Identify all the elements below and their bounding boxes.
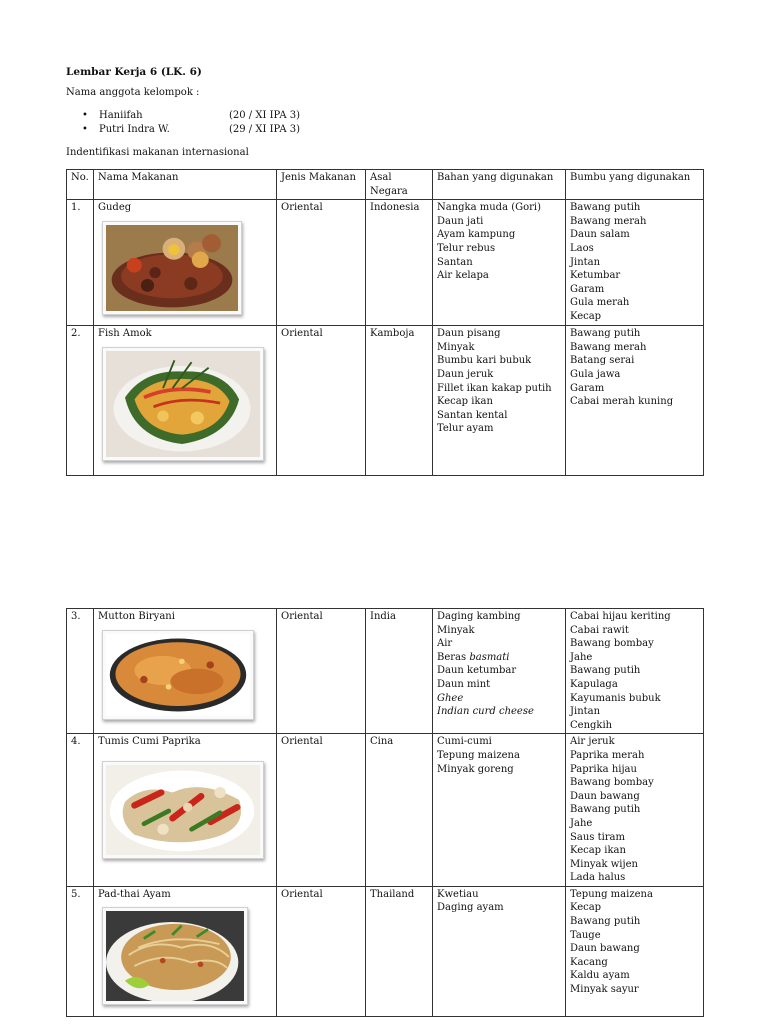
list-item: Lada halus bbox=[570, 872, 626, 884]
list-item: Gula merah bbox=[570, 297, 630, 309]
member-name: Putri Indra W. bbox=[99, 124, 170, 135]
list-item: Air jeruk bbox=[570, 736, 615, 748]
list-item: Tepung maizena bbox=[437, 749, 520, 761]
list-item: Daun jeruk bbox=[437, 368, 494, 380]
list-item: Kecap ikan bbox=[570, 845, 626, 857]
list-item: Daun mint bbox=[437, 678, 491, 690]
list-item: Jintan bbox=[570, 706, 601, 718]
list-item: Daun ketumbar bbox=[437, 665, 517, 677]
member-name: Haniifah bbox=[99, 110, 143, 121]
row-name-cell bbox=[94, 886, 277, 1016]
list-item: Daun bawang bbox=[570, 943, 640, 955]
list-item: Kecap bbox=[570, 902, 602, 914]
list-item: Kecap bbox=[570, 310, 602, 322]
list-item: Batang serai bbox=[570, 355, 635, 367]
list-item: Daun salam bbox=[570, 229, 630, 241]
row-no: 2. bbox=[67, 326, 94, 476]
list-item: Minyak wijen bbox=[570, 858, 638, 870]
tumis-cumi-photo bbox=[102, 761, 264, 859]
row-origin: India bbox=[366, 609, 433, 734]
list-item: Bawang putih bbox=[570, 804, 641, 816]
list-item: Laos bbox=[570, 242, 594, 254]
header-name: Nama Makanan bbox=[94, 170, 277, 200]
list-item: Saus tiram bbox=[570, 831, 626, 843]
list-item: Minyak bbox=[437, 341, 475, 353]
row-spices bbox=[566, 200, 704, 326]
list-item: Fillet ikan kakap putih bbox=[437, 382, 552, 394]
list-item: Ayam kampung bbox=[437, 229, 516, 241]
gudeg-photo bbox=[102, 221, 242, 315]
list-item: Cumi-cumi bbox=[437, 736, 492, 748]
list-item: Telur rebus bbox=[437, 242, 496, 254]
list-item: Bawang bombay bbox=[570, 777, 654, 789]
row-name-cell bbox=[94, 200, 277, 326]
member-class: (29 / XI IPA 3) bbox=[229, 124, 301, 135]
table-row bbox=[67, 200, 704, 326]
row-name: Mutton Biryani bbox=[98, 611, 175, 622]
row-no: 1. bbox=[67, 200, 94, 326]
list-item: Santan bbox=[437, 256, 473, 268]
list-item: Cabai merah kuning bbox=[570, 396, 674, 408]
list-item: Daun pisang bbox=[437, 328, 501, 340]
row-origin: Thailand bbox=[366, 886, 433, 1016]
list-item: Kecap ikan bbox=[437, 396, 493, 408]
table-row bbox=[67, 326, 704, 476]
list-item: Paprika merah bbox=[570, 749, 645, 761]
row-no: 4. bbox=[67, 734, 94, 887]
row-name-cell bbox=[94, 609, 277, 734]
food-table-page-1 bbox=[66, 169, 704, 476]
list-item: Beras basmati bbox=[437, 651, 510, 663]
table-row bbox=[67, 734, 704, 887]
row-ingredients bbox=[433, 200, 566, 326]
row-spices bbox=[566, 734, 704, 887]
worksheet-title: Lembar Kerja 6 (LK. 6) bbox=[66, 66, 202, 78]
italic-term: basmati bbox=[469, 651, 510, 663]
list-item: Bumbu kari bubuk bbox=[437, 355, 532, 367]
row-type: Oriental bbox=[277, 886, 366, 1016]
list-item: Kaldu ayam bbox=[570, 970, 630, 982]
list-item: Air kelapa bbox=[437, 270, 489, 282]
row-ingredients bbox=[433, 886, 566, 1016]
list-item: Bawang bombay bbox=[570, 638, 654, 650]
list-item: Minyak sayur bbox=[570, 984, 639, 996]
row-name-cell bbox=[94, 326, 277, 476]
row-name-cell bbox=[94, 734, 277, 887]
food-table-page-2 bbox=[66, 608, 704, 1017]
list-item: Cengkih bbox=[570, 719, 613, 731]
list-item: Daging ayam bbox=[437, 902, 504, 914]
bullet-icon: • bbox=[82, 124, 88, 135]
list-item: Indian curd cheese bbox=[437, 706, 534, 718]
pad-thai-photo bbox=[102, 907, 248, 1005]
list-item: Garam bbox=[570, 283, 605, 295]
identification-label: Indentifikasi makanan internasional bbox=[66, 147, 249, 158]
list-item: Jahe bbox=[570, 817, 593, 829]
header-spices: Bumbu yang digunakan bbox=[566, 170, 704, 200]
list-item: Kwetiau bbox=[437, 888, 479, 900]
list-item: Bawang putih bbox=[570, 328, 641, 340]
row-name: Fish Amok bbox=[98, 328, 152, 340]
row-no: 3. bbox=[67, 609, 94, 734]
row-name: Tumis Cumi Paprika bbox=[98, 736, 201, 748]
list-item: Daun bawang bbox=[570, 790, 640, 802]
list-item: Tauge bbox=[570, 929, 601, 941]
row-ingredients bbox=[433, 609, 566, 734]
list-item: Kayumanis bubuk bbox=[570, 692, 661, 704]
list-item: Bawang merah bbox=[570, 341, 647, 353]
row-name: Gudeg bbox=[98, 202, 132, 214]
list-item: Ketumbar bbox=[570, 270, 621, 282]
list-item: Cabai hijau keriting bbox=[570, 611, 671, 622]
row-origin: Kamboja bbox=[366, 326, 433, 476]
row-type: Oriental bbox=[277, 326, 366, 476]
list-item: Garam bbox=[570, 382, 605, 394]
header-origin: Asal Negara bbox=[366, 170, 433, 200]
table-row bbox=[67, 886, 704, 1016]
list-item: Tepung maizena bbox=[570, 888, 653, 900]
list-item: Telur ayam bbox=[437, 423, 494, 435]
fish-amok-photo bbox=[102, 347, 264, 461]
list-item: Gula jawa bbox=[570, 368, 621, 380]
list-item: Bawang putih bbox=[570, 665, 641, 677]
list-item: Air bbox=[437, 638, 453, 650]
list-item: Kacang bbox=[570, 956, 608, 968]
list-item: Ghee bbox=[437, 692, 464, 704]
list-item: Santan kental bbox=[437, 409, 508, 421]
list-item: Cabai rawit bbox=[570, 624, 629, 636]
list-item: Kapulaga bbox=[570, 678, 618, 690]
header-no: No. bbox=[67, 170, 94, 200]
list-item: Nangka muda (Gori) bbox=[437, 202, 542, 214]
list-item: Jahe bbox=[570, 651, 593, 663]
row-ingredients bbox=[433, 326, 566, 476]
row-type: Oriental bbox=[277, 734, 366, 887]
row-name: Pad-thai Ayam bbox=[98, 888, 171, 900]
list-item: Daun jati bbox=[437, 215, 484, 227]
row-type: Oriental bbox=[277, 200, 366, 326]
bullet-icon: • bbox=[82, 110, 88, 121]
member-class: (20 / XI IPA 3) bbox=[229, 110, 301, 121]
list-item: Bawang putih bbox=[570, 202, 641, 214]
members-label: Nama anggota kelompok : bbox=[66, 87, 200, 98]
list-item: Bawang merah bbox=[570, 215, 647, 227]
row-ingredients bbox=[433, 734, 566, 887]
row-origin: Cina bbox=[366, 734, 433, 887]
header-ingredients: Bahan yang digunakan bbox=[433, 170, 566, 200]
table-row bbox=[67, 609, 704, 734]
mutton-biryani-photo bbox=[102, 630, 254, 720]
header-type: Jenis Makanan bbox=[277, 170, 366, 200]
row-spices bbox=[566, 886, 704, 1016]
row-origin: Indonesia bbox=[366, 200, 433, 326]
list-item: Minyak bbox=[437, 624, 475, 636]
list-item: Paprika hijau bbox=[570, 763, 637, 775]
list-item: Jintan bbox=[570, 256, 601, 268]
list-item: Bawang putih bbox=[570, 916, 641, 928]
list-item: Minyak goreng bbox=[437, 763, 514, 775]
row-no: 5. bbox=[67, 886, 94, 1016]
row-spices bbox=[566, 609, 704, 734]
list-item: Daging kambing bbox=[437, 611, 521, 622]
row-spices bbox=[566, 326, 704, 476]
table-header-row bbox=[67, 170, 704, 200]
row-type: Oriental bbox=[277, 609, 366, 734]
